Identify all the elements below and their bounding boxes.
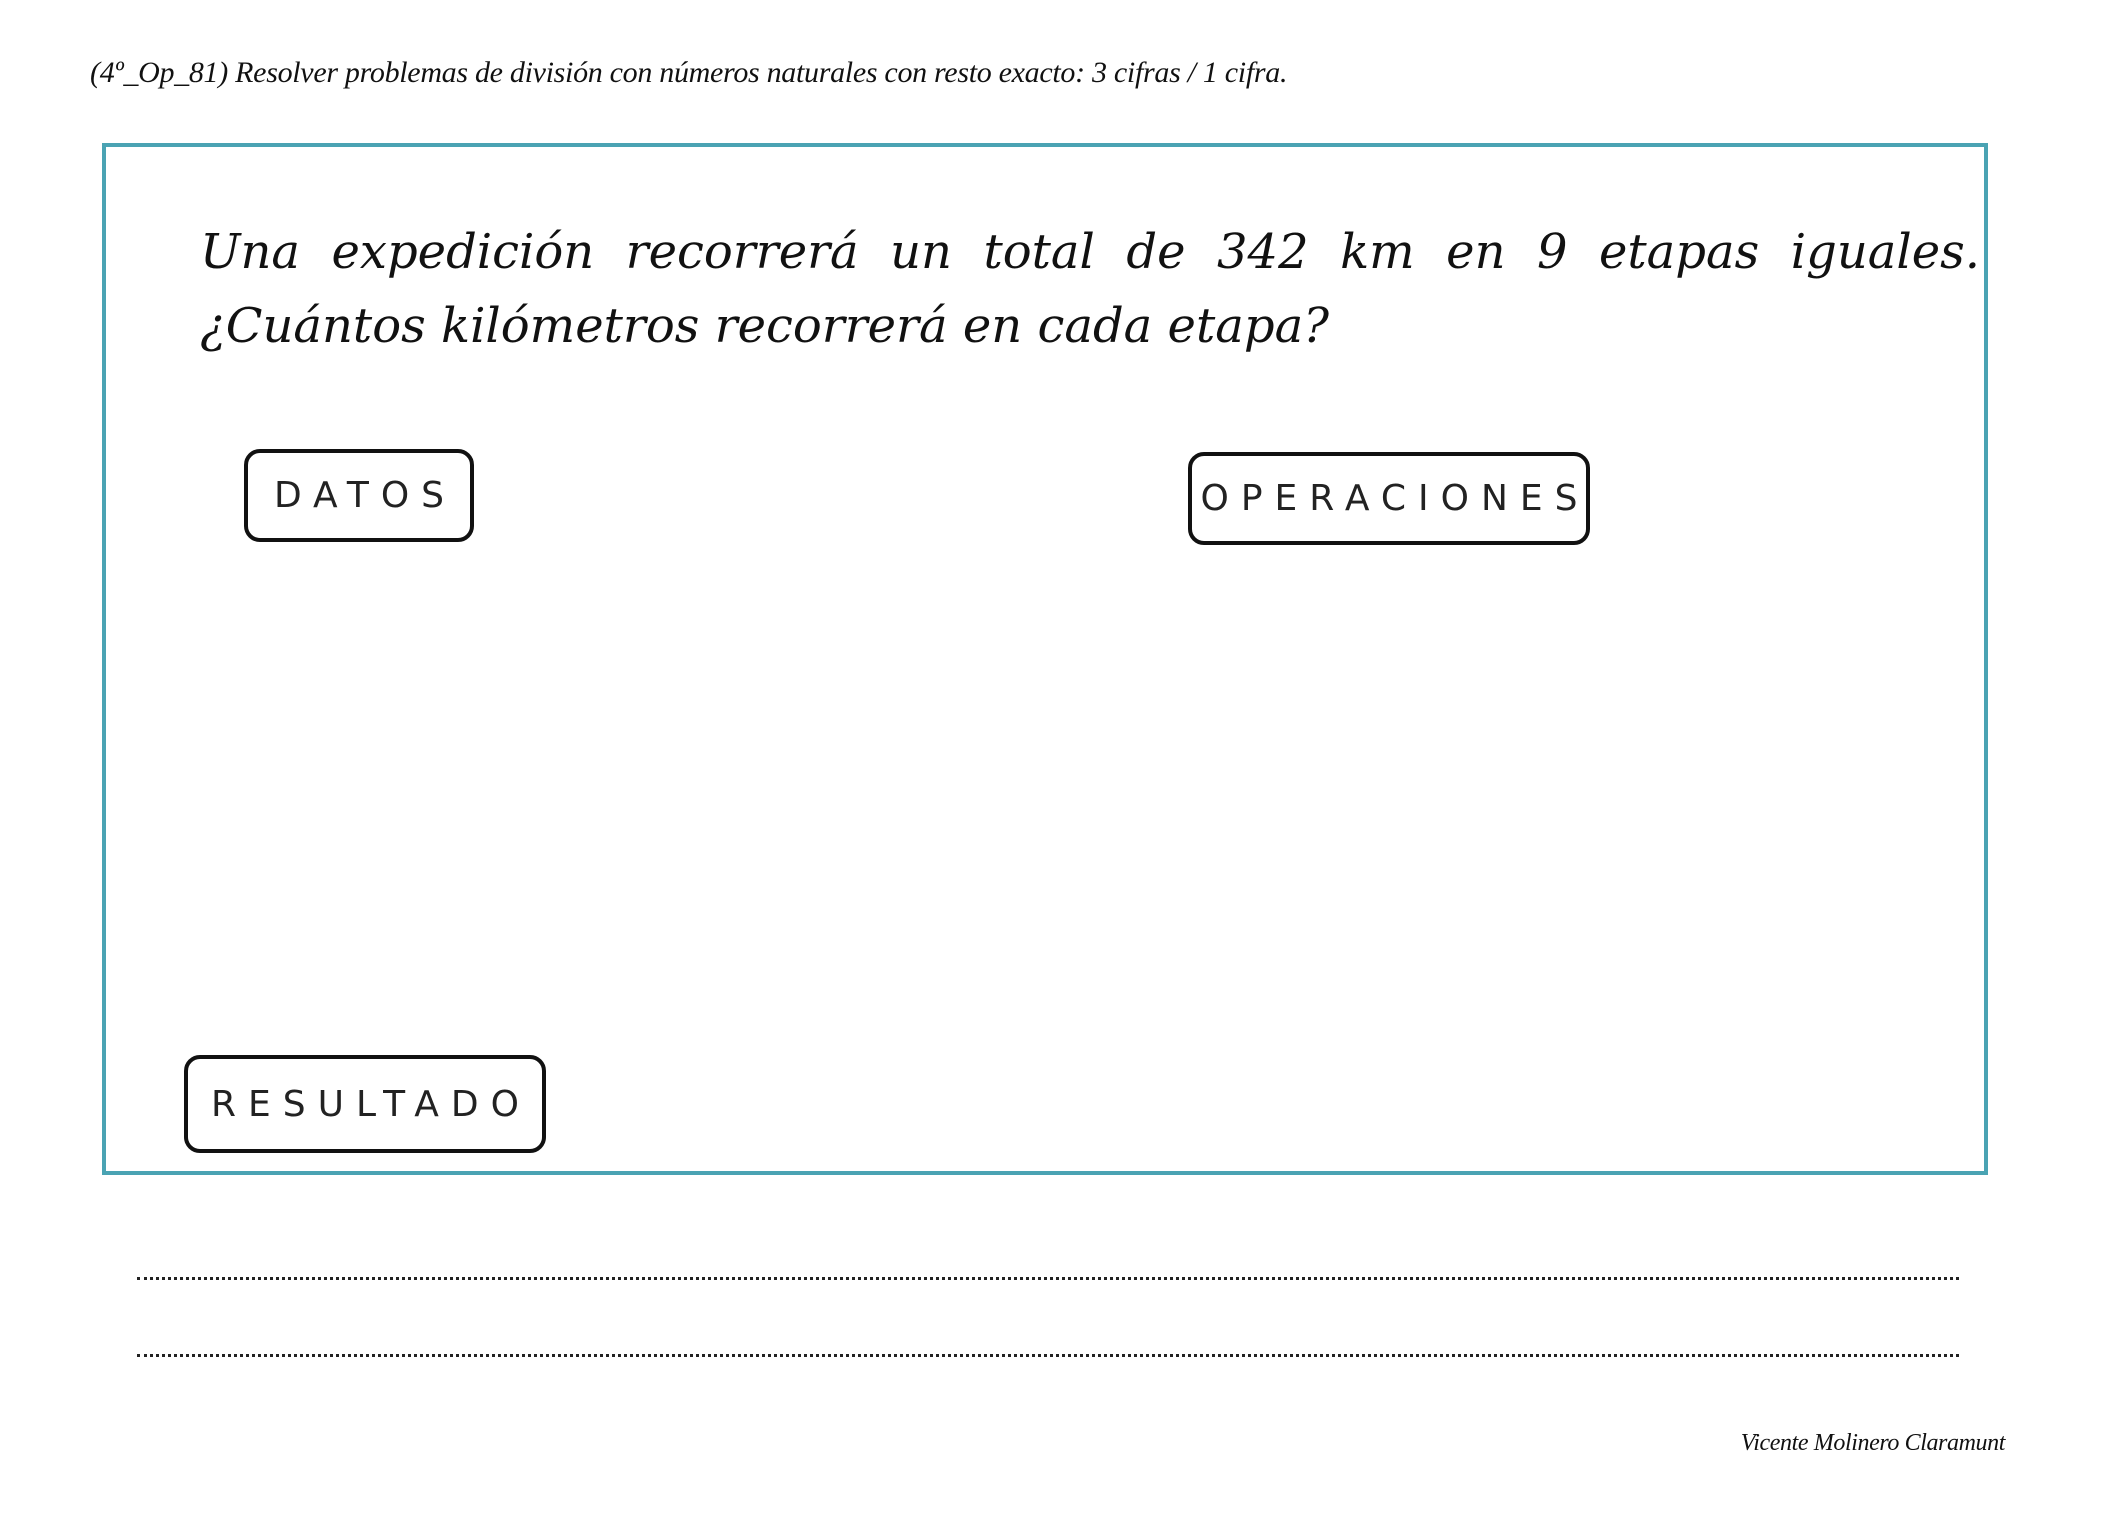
answer-line-2[interactable]: [137, 1354, 1959, 1357]
answer-line-1[interactable]: [137, 1277, 1959, 1280]
problem-statement: Una expedición recorrerá un total de 342 km en 9 etapas iguales. ¿Cuántos kilómetros recorrerá en cada etapa?: [200, 224, 1980, 354]
worksheet-header: (4º_Op_81) Resolver problemas de división con números naturales con resto exacto: 3 cifras / 1 cifra.: [90, 56, 1288, 89]
author-signature: Vicente Molinero Claramunt: [1740, 1430, 2005, 1456]
datos-label-box: DATOS: [244, 449, 474, 542]
resultado-label-box: RESULTADO: [184, 1055, 546, 1153]
operaciones-label-box: OPERACIONES: [1188, 452, 1590, 545]
problem-frame: [102, 143, 1988, 1175]
